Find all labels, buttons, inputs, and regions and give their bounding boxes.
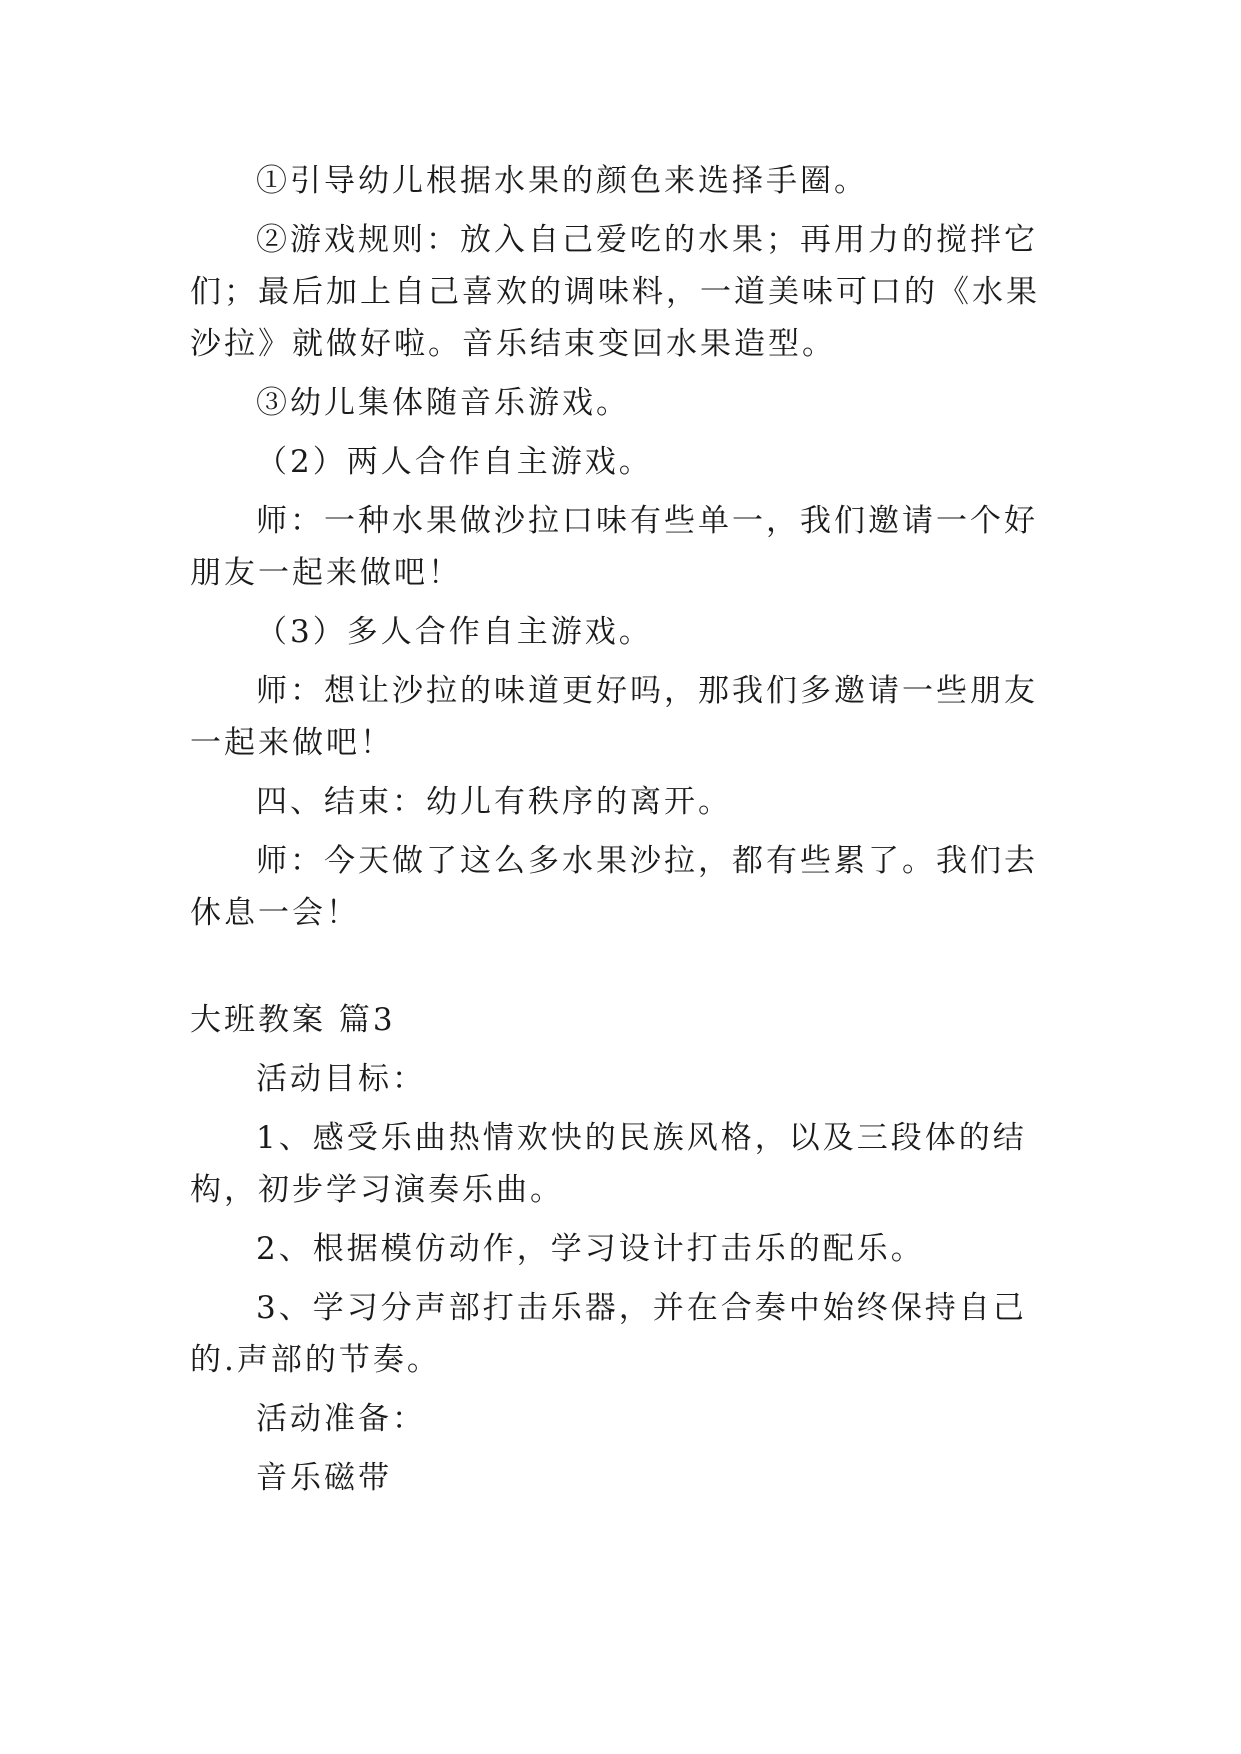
document-body <box>190 155 1070 1504</box>
paragraph-goal-3: 3、学习分声部打击乐器，并在合奏中始终保持自己的.声部的节奏。 <box>190 1290 1027 1378</box>
paragraph-music-tape: 音乐磁带 <box>256 1460 392 1496</box>
paragraph-multi-game: （3）多人合作自主游戏。 <box>256 614 653 650</box>
paragraph-game-rules: ②游戏规则：放入自己爱吃的水果；再用力的搅拌它们；最后加上自己喜欢的调味料，一道美味可口的《水果沙拉》就做好啦。音乐结束变回水果造型。 <box>190 222 1040 362</box>
paragraph-teacher-invite-more: 师：想让沙拉的味道更好吗，那我们多邀请一些朋友一起来做吧！ <box>190 673 1038 761</box>
paragraph-goal-1: 1、感受乐曲热情欢快的民族风格，以及三段体的结构，初步学习演奏乐曲。 <box>190 1120 1027 1208</box>
paragraph-ending: 四、结束：幼儿有秩序的离开。 <box>256 784 732 820</box>
paragraph-teacher-rest: 师：今天做了这么多水果沙拉，都有些累了。我们去休息一会！ <box>190 843 1038 931</box>
paragraph-pair-game: （2）两人合作自主游戏。 <box>256 444 653 480</box>
paragraph-guide-wristband: ①引导幼儿根据水果的颜色来选择手圈。 <box>256 163 868 199</box>
paragraph-teacher-invite-friend: 师：一种水果做沙拉口味有些单一，我们邀请一个好朋友一起来做吧！ <box>190 503 1038 591</box>
paragraph-group-game: ③幼儿集体随音乐游戏。 <box>256 385 630 421</box>
section-heading: 大班教案 篇3 <box>190 1002 396 1038</box>
paragraph-goal-2: 2、根据模仿动作，学习设计打击乐的配乐。 <box>256 1231 925 1267</box>
paragraph-activity-goals: 活动目标： <box>256 1061 426 1097</box>
paragraph-activity-prep: 活动准备： <box>256 1401 426 1437</box>
